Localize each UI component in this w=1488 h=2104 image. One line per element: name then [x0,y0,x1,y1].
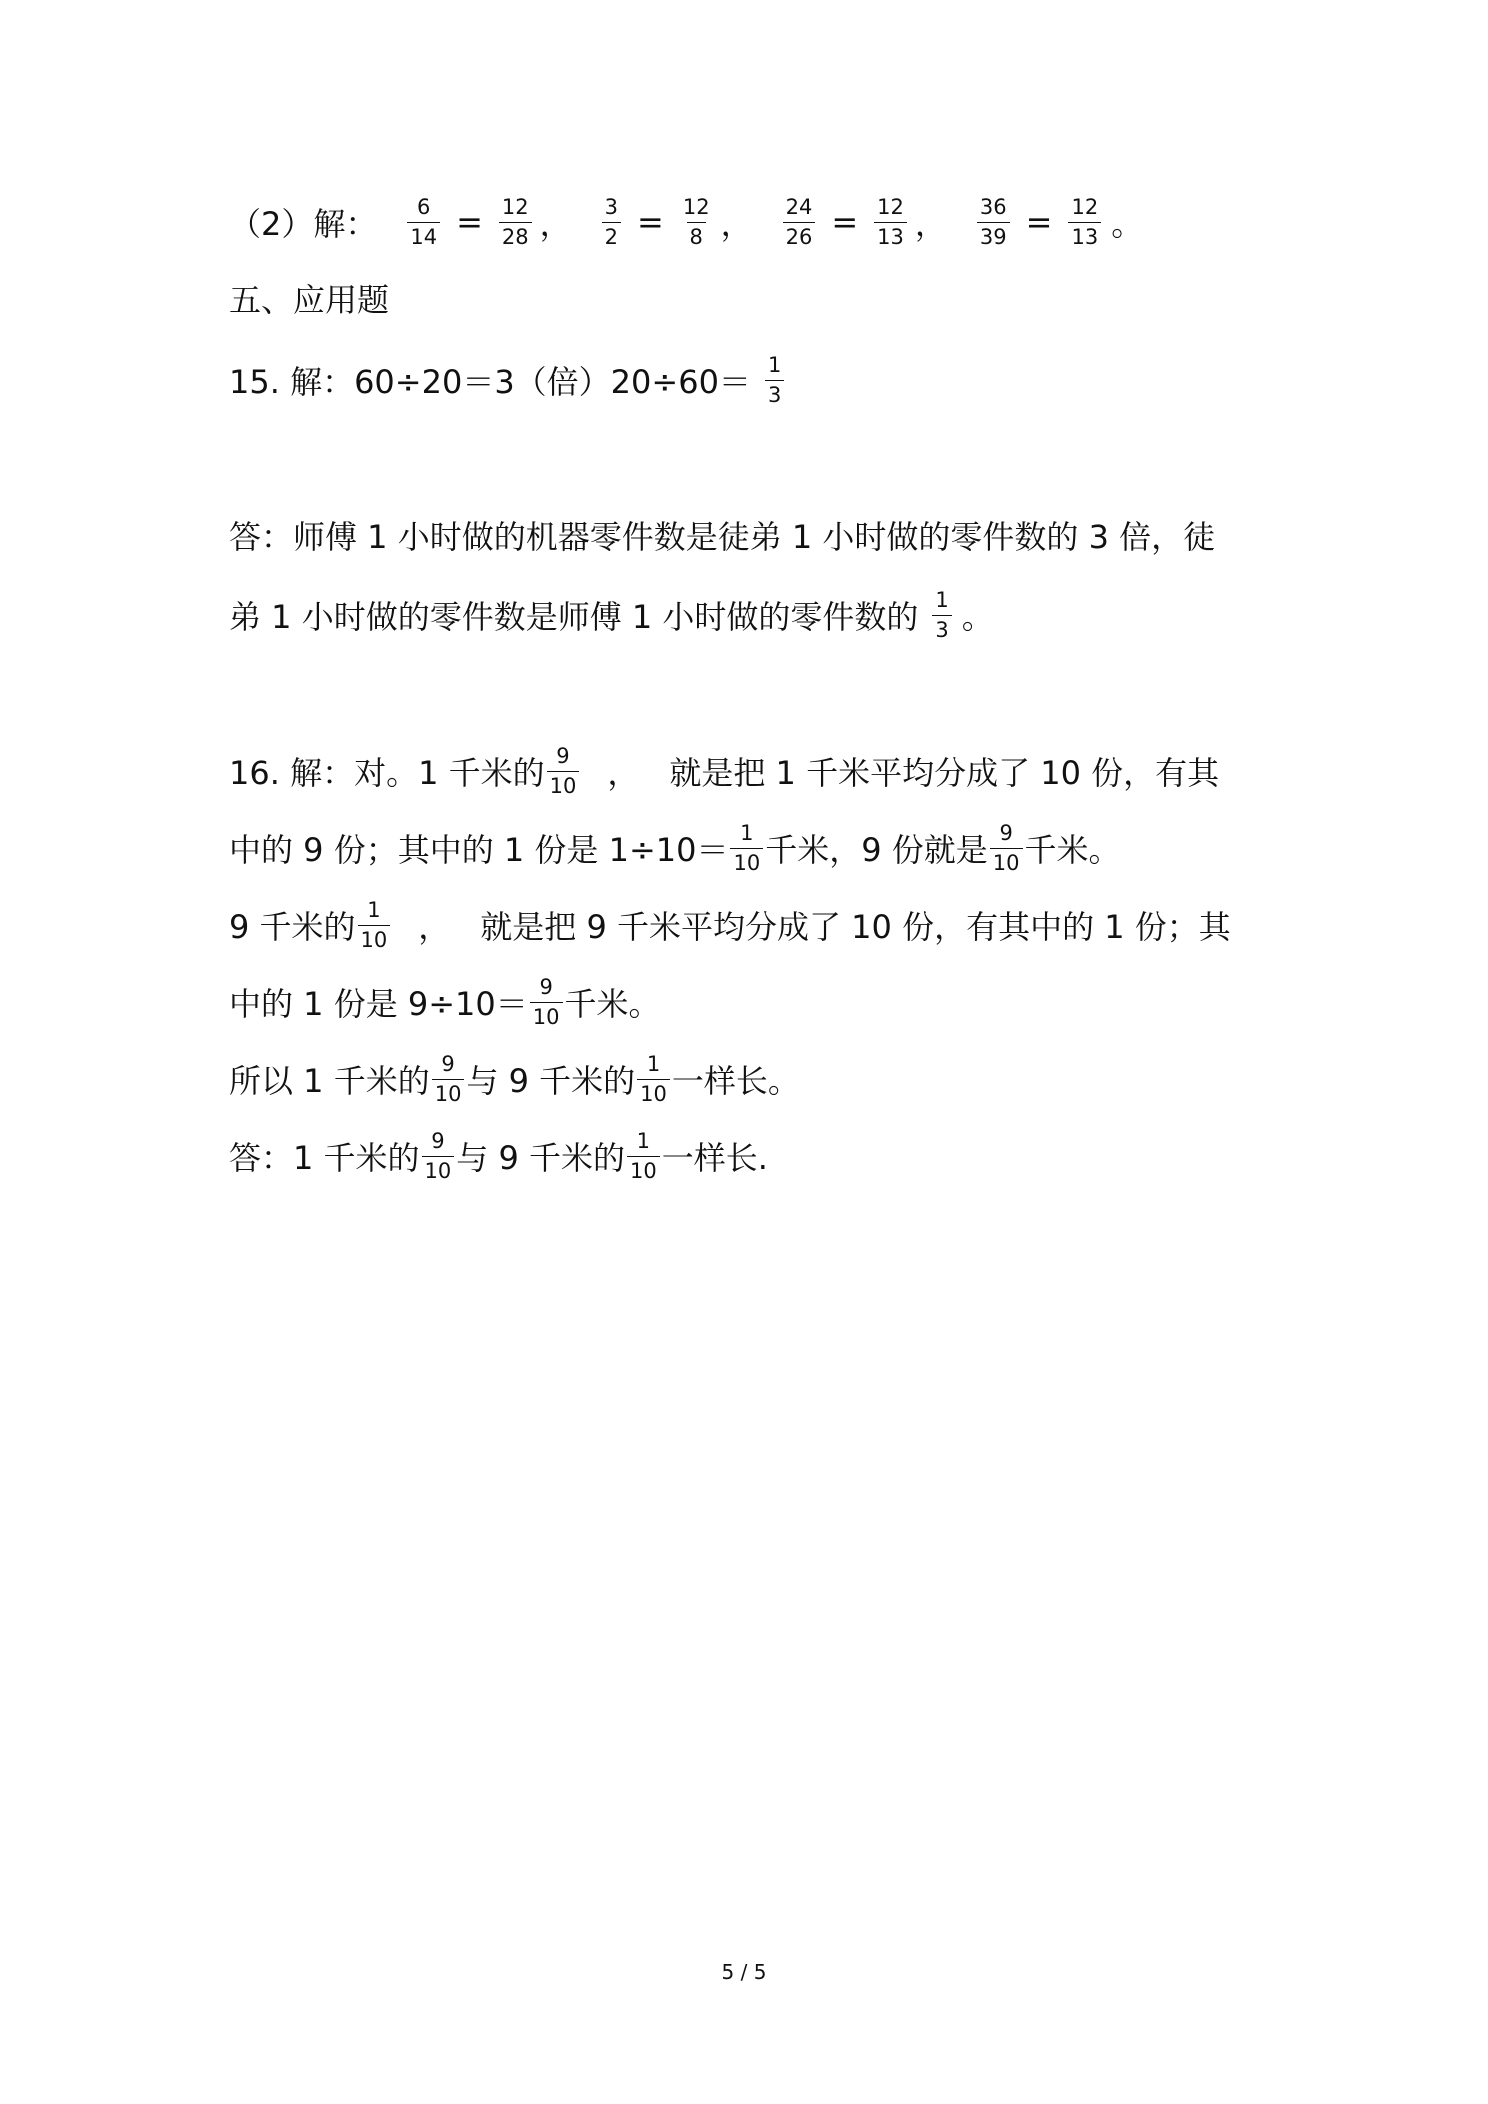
equals-sign: = [637,203,664,241]
q16-line2 [229,818,1121,878]
comma: ， [539,205,572,243]
fraction: $\frac{9}{10}$ [422,1130,455,1181]
q15-line [229,350,786,410]
fraction: $\frac{12}{13}$ [874,196,907,247]
q16-text: 中的 1 份是 9÷10＝ [229,985,528,1023]
fraction: $\frac{1}{10}$ [637,1053,670,1104]
q16-text: 千米。 [1024,831,1121,869]
q16-text: 所以 1 千米的 [229,1062,430,1100]
section-title-text: 五、应用题 [229,281,390,319]
q16-text: 16. 解：对。1 千米的 [229,754,545,792]
fraction: $\frac{12}{8}$ [682,195,710,249]
fraction: $\frac{24}{26}$ [783,196,816,247]
fraction: $\frac{36}{39}$ [977,196,1010,247]
fraction: $\frac{9}{10}$ [990,822,1023,873]
q16-line1 [229,741,1219,801]
period: 。 [1111,205,1144,243]
equals-sign: = [831,203,859,241]
fraction: $\frac{3}{2}$ [602,196,621,247]
q16-text: 一样长。 [671,1062,800,1100]
section-title [229,268,389,328]
fraction: $\frac{9}{10}$ [432,1053,465,1104]
comma: ， [720,205,753,243]
q16-text: 千米，9 份就是 [765,831,988,869]
q16-answer-line [229,1126,768,1186]
comma: ， [418,908,451,946]
fraction: $\frac{1}{10}$ [627,1130,660,1181]
fraction: $\frac{1}{10}$ [358,899,391,950]
equals-sign: = [1025,203,1053,241]
q16-text: 与 9 千米的 [456,1139,625,1177]
q16-text: 9 千米的 [229,908,356,946]
q16-text: 一样长. [661,1139,768,1177]
fraction: $\frac{1}{10}$ [730,822,763,873]
fraction: $\frac{9}{10}$ [530,976,563,1027]
q16-line5 [229,1049,800,1109]
q16-line4 [229,972,661,1032]
comma: ， [607,754,640,792]
q16-text: 就是把 1 千米平均分成了 10 份，有其 [669,754,1220,792]
q16-text: 答：1 千米的 [229,1139,420,1177]
fraction: $\frac{1}{3}$ [765,354,784,405]
item2-line [229,192,1143,252]
fraction: $\frac{12}{13}$ [1068,196,1101,247]
period: 。 [961,598,994,636]
q15-answer-line1 [229,505,1215,565]
q15-lead: 15. 解：60÷20＝3（倍）20÷60＝ [229,363,751,401]
fraction: $\frac{12}{28}$ [499,196,532,247]
comma: ， [914,205,947,243]
q16-text: 就是把 9 千米平均分成了 10 份，有其中的 1 份；其 [480,908,1231,946]
item2-label: （2）解： [229,205,378,243]
equals-sign: = [456,203,483,241]
page-number: 5 / 5 [721,1960,767,1984]
fraction: $\frac{6}{14}$ [407,196,440,247]
q16-text: 与 9 千米的 [466,1062,636,1100]
q16-text: 中的 9 份；其中的 1 份是 1÷10＝ [229,831,729,869]
q15-answer-text1: 答：师傅 1 小时做的机器零件数是徒弟 1 小时做的零件数的 3 倍，徒 [229,518,1216,556]
q15-answer-line2 [229,585,994,645]
q16-text: 千米。 [564,985,661,1023]
q15-answer-text2: 弟 1 小时做的零件数是师傅 1 小时做的零件数的 [229,598,919,636]
q16-line3 [229,895,1231,955]
fraction: $\frac{1}{3}$ [932,589,951,640]
fraction: $\frac{9}{10}$ [547,745,580,796]
